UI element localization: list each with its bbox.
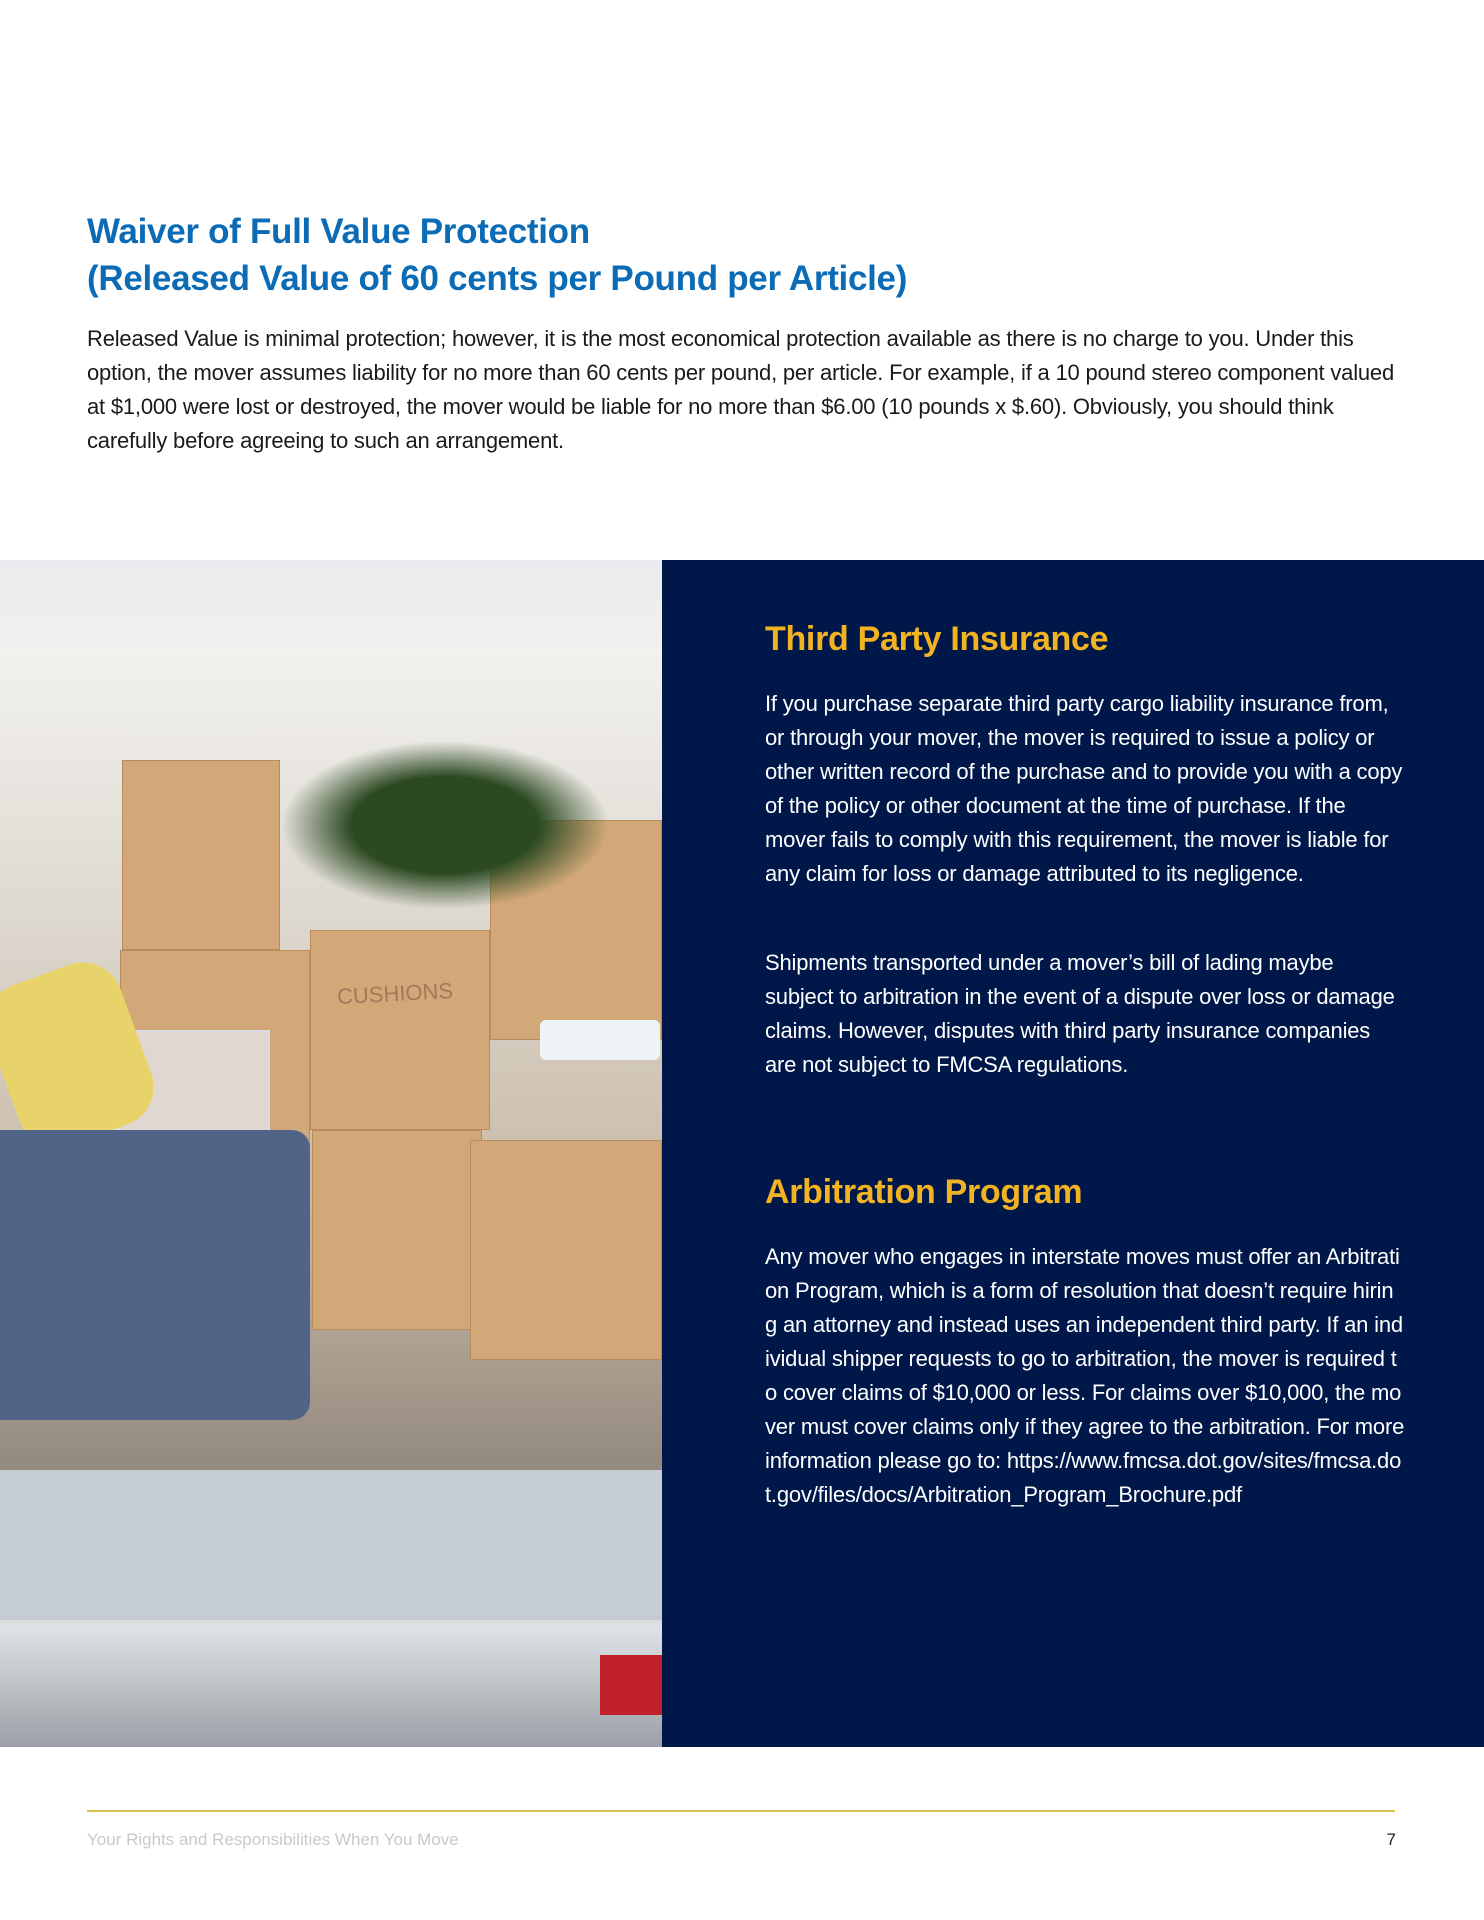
moving-truck-photo [0,560,662,1747]
third-party-paragraph-2: Shipments transported under a mover’s bill of lading maybe subject to arbitration in the event of a dispute over loss or damage claims. However, disputes with third party insurance companies are not subject to FMCSA regulations. [765,950,1395,1077]
waiver-paragraph: Released Value is minimal protection; however, it is the most economical protection available as there is no charge to you. Under this option, the mover assumes liability for no more than 60 cents per pound, per article. For example, if a 10 pound stereo component valued at $1,000 were lost or destroyed, the mover would be liable for no more than $6.00 (10 pounds x $.60). Obviously, you should think carefully before agreeing to such an arrangement. [87,326,1394,453]
third-party-heading: Third Party Insurance [765,620,1109,658]
heading-line-1: Waiver of Full Value Protection [87,212,590,251]
page-number: 7 [1386,1830,1396,1849]
footer-title: Your Rights and Responsibilities When You Move [87,1830,459,1849]
third-party-paragraph-1: If you purchase separate third party cargo liability insurance from, or through your mover, the mover is required to issue a policy or other written record of the purchase and to provide you with a copy of the policy or other document at the time of purchase. If the mover fails to comply with this requirement, the mover is liable for any claim for loss or damage attributed to its negligence. [765,691,1403,886]
heading-line-2: (Released Value of 60 cents per Pound per Article) [87,259,908,298]
footer-divider [87,1810,1395,1812]
arbitration-heading: Arbitration Program [765,1173,1083,1211]
arbitration-paragraph: Any mover who engages in interstate moves must offer an Arbitration Program, which is a form of resolution that doesn’t require hiring an attorney and instead uses an independent third party. If an individual shipper requests to go to arbitration, the mover is required to cover claims of $10,000 or less. For claims over $10,000, the mover must cover claims only if they agree to the arbitration. For more information please go to: https://www.fmcsa.dot.gov/sites/fmcsa.dot.gov/files/docs/Arbitration_Program_Brochure.pdf [765,1244,1405,1507]
info-panel [662,560,1484,1747]
box-label: CUSHIONS [336,977,454,1010]
waiver-heading [87,208,907,302]
